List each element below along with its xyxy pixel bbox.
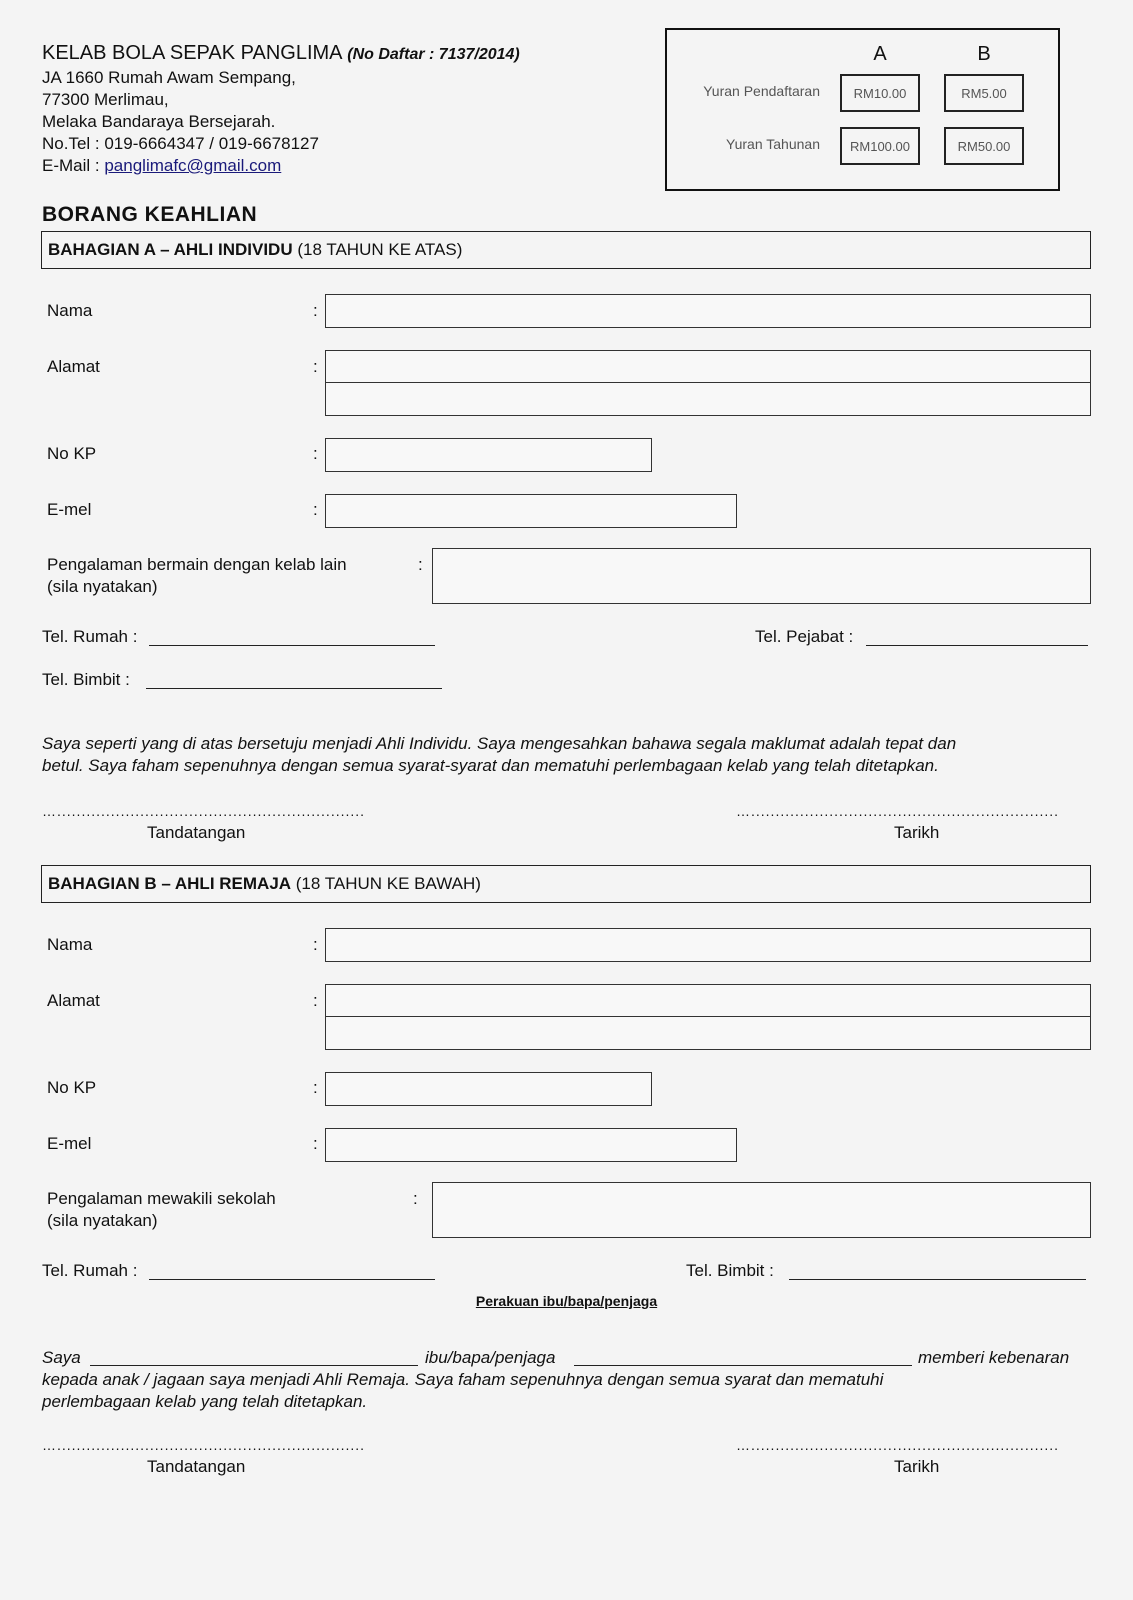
b-mobile-label: Tel. Bimbit :: [686, 1261, 774, 1280]
a-address-input-1[interactable]: [325, 350, 1091, 384]
a-home-tel-line[interactable]: [149, 645, 435, 646]
a-ic-label: No KP: [47, 444, 97, 463]
b-experience-colon: :: [413, 1189, 418, 1208]
b-ic-input[interactable]: [325, 1072, 652, 1106]
b-address-colon: :: [313, 991, 318, 1010]
registration-fee-b: RM5.00: [944, 74, 1024, 112]
b-consent-permission: memberi kebenaran: [918, 1348, 1070, 1367]
fee-column-b: B: [977, 43, 991, 65]
section-a-header: [41, 231, 1091, 269]
a-experience-colon: :: [418, 555, 423, 574]
a-office-tel-label: Tel. Pejabat :: [755, 627, 854, 646]
a-name-input[interactable]: [325, 294, 1091, 328]
registration-number: (No Daftar : 7137/2014): [347, 46, 520, 63]
registration-fee-label: Yuran Pendaftaran: [703, 83, 820, 99]
a-address-input-2[interactable]: [325, 382, 1091, 416]
parent-declaration-title-text: Perakuan ibu/bapa/penjaga: [475, 1293, 658, 1309]
email-link[interactable]: panglimafc@gmail.com: [104, 156, 282, 175]
b-signature-line[interactable]: …...............................................................: [42, 1437, 366, 1453]
club-name: KELAB BOLA SEPAK PANGLIMA: [42, 42, 343, 64]
a-ic-input[interactable]: [325, 438, 652, 472]
a-experience-input[interactable]: [432, 548, 1091, 604]
b-name-colon: :: [313, 935, 318, 954]
address-line-2: 77300 Merlimau,: [42, 90, 169, 109]
b-ic-colon: :: [313, 1078, 318, 1097]
a-experience-label-1: Pengalaman bermain dengan kelab lain: [47, 555, 347, 574]
b-email-input[interactable]: [325, 1128, 737, 1162]
section-b-title: BAHAGIAN B – AHLI REMAJA: [48, 874, 292, 893]
club-title-line: [42, 42, 520, 66]
section-a-title: BAHAGIAN A – AHLI INDIVIDU: [48, 240, 293, 259]
address-line-1: JA 1660 Rumah Awam Sempang,: [42, 68, 296, 87]
a-email-input[interactable]: [325, 494, 737, 528]
section-b-header: [41, 865, 1091, 903]
a-home-tel-label: Tel. Rumah :: [42, 627, 138, 646]
a-statement-line-1: Saya seperti yang di atas bersetuju menjadi Ahli Individu. Saya mengesahkan bahawa segala maklumat adalah tepat dan: [42, 734, 957, 753]
a-email-label: E-mel: [47, 500, 92, 519]
b-date-line[interactable]: …...............................................................: [736, 1437, 1060, 1453]
b-experience-input[interactable]: [432, 1182, 1091, 1238]
b-experience-label-1: Pengalaman mewakili sekolah: [47, 1189, 276, 1208]
b-address-input-1[interactable]: [325, 984, 1091, 1018]
b-name-label: Nama: [47, 935, 93, 954]
form-title: BORANG KEAHLIAN: [42, 203, 258, 226]
b-experience-label-2: (sila nyatakan): [47, 1211, 158, 1230]
b-consent-child-name-line[interactable]: [574, 1365, 912, 1366]
section-a-subtitle: (18 TAHUN KE ATAS): [292, 240, 463, 259]
b-consent-parent-name-line[interactable]: [90, 1365, 418, 1366]
a-name-colon: :: [313, 301, 318, 320]
email-label: E-Mail :: [42, 156, 105, 175]
a-office-tel-line[interactable]: [866, 645, 1088, 646]
a-date-line[interactable]: …...............................................................: [736, 803, 1060, 819]
a-signature-line[interactable]: …...............................................................: [42, 803, 366, 819]
section-b-subtitle: (18 TAHUN KE BAWAH): [291, 874, 481, 893]
b-signature-label: Tandatangan: [147, 1457, 246, 1476]
a-date-label: Tarikh: [894, 823, 940, 842]
address-line-3: Melaka Bandaraya Bersejarah.: [42, 112, 276, 131]
b-consent-saya: Saya: [42, 1348, 81, 1367]
b-email-colon: :: [313, 1134, 318, 1153]
annual-fee-a: RM100.00: [840, 127, 920, 165]
a-ic-colon: :: [313, 444, 318, 463]
b-consent-line-2: kepada anak / jagaan saya menjadi Ahli Remaja. Saya faham sepenuhnya dengan semua syarat dan mematuhi: [42, 1370, 884, 1389]
b-mobile-line[interactable]: [789, 1279, 1086, 1280]
a-experience-label-2: (sila nyatakan): [47, 577, 158, 596]
a-mobile-line[interactable]: [146, 688, 442, 689]
fee-column-a: A: [873, 43, 887, 65]
annual-fee-label: Yuran Tahunan: [726, 136, 820, 152]
b-consent-line-1: [42, 1347, 81, 1369]
b-home-tel-label: Tel. Rumah :: [42, 1261, 138, 1280]
email-line: [42, 155, 281, 177]
a-statement-line-2: betul. Saya faham sepenuhnya dengan semua syarat-syarat dan mematuhi perlembagaan kelab yang telah ditetapkan.: [42, 756, 939, 775]
phone-line: No.Tel : 019-6664347 / 019-6678127: [42, 134, 319, 153]
parent-declaration-title: [0, 1293, 1133, 1309]
a-signature-label: Tandatangan: [147, 823, 246, 842]
b-ic-label: No KP: [47, 1078, 97, 1097]
a-mobile-label: Tel. Bimbit :: [42, 670, 130, 689]
b-consent-line-3: perlembagaan kelab yang telah ditetapkan.: [42, 1392, 368, 1411]
registration-fee-a: RM10.00: [840, 74, 920, 112]
annual-fee-b: RM50.00: [944, 127, 1024, 165]
b-home-tel-line[interactable]: [149, 1279, 435, 1280]
a-address-label: Alamat: [47, 357, 100, 376]
b-email-label: E-mel: [47, 1134, 92, 1153]
a-address-colon: :: [313, 357, 318, 376]
b-date-label: Tarikh: [894, 1457, 940, 1476]
b-name-input[interactable]: [325, 928, 1091, 962]
b-address-label: Alamat: [47, 991, 100, 1010]
b-consent-parent-label: ibu/bapa/penjaga: [425, 1348, 556, 1367]
b-address-input-2[interactable]: [325, 1016, 1091, 1050]
a-email-colon: :: [313, 500, 318, 519]
a-name-label: Nama: [47, 301, 93, 320]
